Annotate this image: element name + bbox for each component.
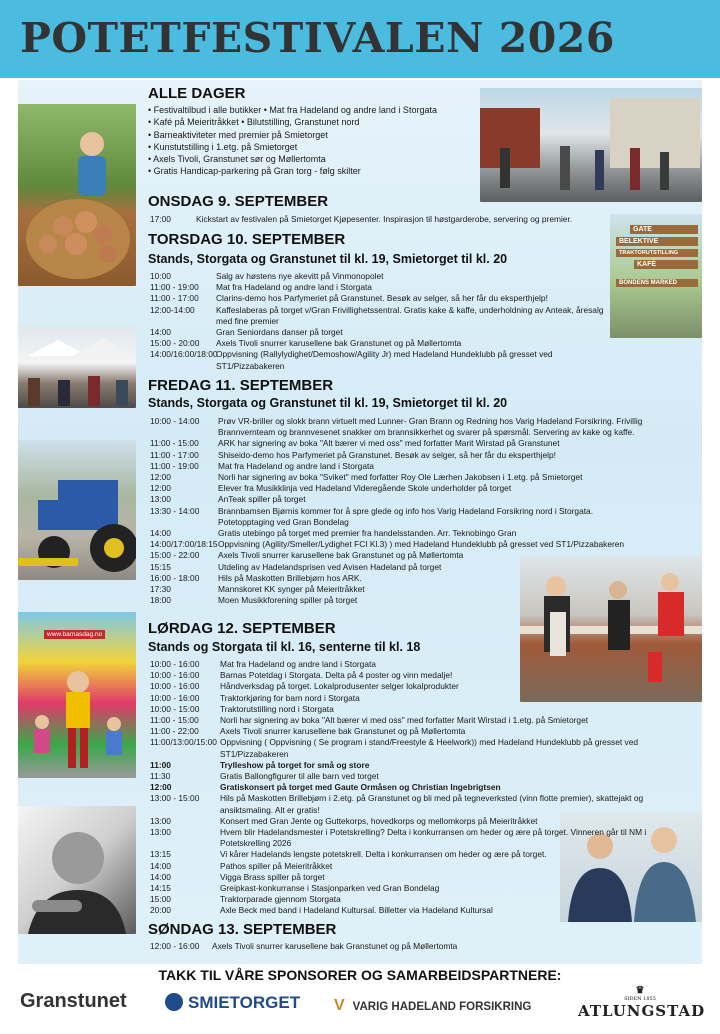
alle-dager-list bbox=[148, 104, 478, 178]
street-crowd-photo bbox=[480, 88, 702, 202]
event-time: 12:00-14:00 bbox=[150, 304, 195, 315]
list-item: • Gratis Handicap-parkering på Gran torg - følg skilter bbox=[148, 166, 361, 177]
event-time: 11:00 - 19:00 bbox=[150, 460, 199, 471]
schedule-row bbox=[150, 771, 690, 782]
event-description: Håndverksdag på torget. Lokalprodusenter selger lokalprodukter bbox=[220, 681, 459, 692]
event-time: 12:00 - 16:00 bbox=[150, 941, 200, 951]
schedule-row bbox=[150, 659, 690, 670]
event-description: Vi kårer Hadelands lengste potetskrell. Delta i konkurransen om heder og ære på torget. bbox=[220, 849, 547, 860]
schedule-row bbox=[150, 327, 606, 338]
event-description: Axels Tivoli snurrer karusellene bak Granstunet og på Møllertomta bbox=[220, 726, 466, 737]
potato-boy-photo bbox=[18, 104, 136, 286]
event-time: 14:00 bbox=[150, 871, 171, 882]
schedule-row bbox=[150, 941, 606, 952]
atlungstad-small-text: SIDEN 1855 bbox=[624, 996, 656, 1002]
atlungstad-logo-text: ATLUNGSTAD bbox=[578, 1002, 706, 1020]
schedule-row bbox=[150, 349, 606, 371]
event-time: 10:00 - 16:00 bbox=[150, 692, 200, 703]
event-description: ARK har signering av boka "Alt bærer vi med oss" med forfatter Marit Wirstad på Granstunet bbox=[218, 438, 560, 449]
atlungstad-logo bbox=[578, 985, 706, 1020]
event-time: 14:15 bbox=[150, 883, 171, 894]
tents-crowd-photo bbox=[18, 326, 136, 408]
axle-beck-photo bbox=[18, 806, 136, 934]
event-description: Clarins-demo hos Parfymeriet på Granstunet. Besøk av selger, så her får du eksperthjelp! bbox=[216, 293, 548, 304]
schedule-row bbox=[150, 293, 606, 304]
event-description: Oppvisning (Rallylydighet/Demoshow/Agility Jr) med Hadeland Hundeklubb på gresset ved ST1/Pizzabakeren bbox=[216, 349, 553, 371]
schedule-row bbox=[150, 715, 690, 726]
event-description: AnTeak spiller på torget bbox=[218, 494, 306, 505]
fredag-schedule bbox=[150, 416, 648, 606]
event-time: 12:00 bbox=[150, 472, 171, 483]
event-time: 15:00 - 22:00 bbox=[150, 550, 200, 561]
schedule-row bbox=[150, 539, 648, 550]
schedule-row bbox=[150, 282, 606, 293]
torsdag-subtitle: Stands, Storgata og Granstunet til kl. 19, Smietorget til kl. 20 bbox=[148, 252, 508, 266]
event-time: 13:00 bbox=[150, 494, 171, 505]
onsdag-schedule bbox=[150, 214, 606, 225]
event-description: Gratiskonsert på torget med Gaute Ormåsen og Christian Ingebrigtsen bbox=[220, 782, 501, 793]
event-time: 17:30 bbox=[150, 584, 171, 595]
event-description: Norli har signering av boka "Sviket" med forfatter Roy Ole Lærhen Jakobsen i 1.etg. på Smietorget bbox=[218, 472, 583, 483]
schedule-row bbox=[150, 726, 690, 737]
event-time: 13:15 bbox=[150, 849, 171, 860]
event-time: 14:00 bbox=[150, 528, 171, 539]
event-time: 11:00 - 15:00 bbox=[150, 438, 199, 449]
schedule-row bbox=[150, 416, 648, 438]
event-time: 13:00 bbox=[150, 815, 171, 826]
event-description: Mat fra Hadeland og andre land i Storgata bbox=[220, 659, 376, 669]
schedule-row bbox=[150, 760, 690, 771]
schedule-row bbox=[150, 438, 648, 449]
event-time: 15:00 - 20:00 bbox=[150, 338, 200, 349]
event-description: Greipkast-konkurranse i Stasjonparken ved Gran Bondelag bbox=[220, 883, 440, 894]
schedule-row bbox=[150, 305, 606, 327]
schedule-row bbox=[150, 506, 648, 528]
schedule-row bbox=[150, 793, 690, 815]
event-time: 18:00 bbox=[150, 595, 171, 606]
lordag-subtitle: Stands og Storgata til kl. 16, senterne til kl. 18 bbox=[148, 640, 421, 654]
schedule-row bbox=[150, 816, 690, 827]
event-time: 10:00 bbox=[150, 271, 171, 281]
schedule-row bbox=[150, 573, 648, 584]
event-time: 20:00 bbox=[150, 905, 171, 916]
signpost-boards bbox=[616, 222, 698, 290]
torsdag-schedule bbox=[150, 271, 606, 372]
schedule-row bbox=[150, 872, 690, 883]
event-time: 14:00 bbox=[150, 860, 171, 871]
schedule-row bbox=[150, 861, 690, 872]
schedule-row bbox=[150, 737, 690, 759]
schedule-row bbox=[150, 704, 690, 715]
event-description: Salg av høstens nye akevitt på Vinmonopolet bbox=[216, 271, 384, 281]
list-item: • Axels Tivoli, Granstunet sør og Møllertomta bbox=[148, 154, 326, 165]
schedule-row bbox=[150, 472, 648, 483]
event-time: 10:00 - 15:00 bbox=[150, 703, 200, 714]
lordag-schedule bbox=[150, 659, 690, 917]
sondag-schedule bbox=[150, 941, 606, 952]
schedule-row bbox=[150, 782, 690, 793]
event-time: 11:00 - 19:00 bbox=[150, 282, 199, 293]
event-time: 10:00 - 14:00 bbox=[150, 416, 200, 426]
event-time: 11:00 - 22:00 bbox=[150, 726, 199, 737]
event-description: Axels Tivoli snurrer karusellene bak Granstunet og på Møllertomta bbox=[218, 550, 464, 561]
schedule-row bbox=[150, 450, 648, 461]
event-description: Kaffeslaberas på torget v/Gran Frivillighetssentral. Gratis kake & kaffe, underholdning av Anteak, åresalg med fine premier bbox=[216, 304, 604, 326]
event-description: Konsert med Gran Jente og Guttekorps, hovedkorps og mellomkorps på Meieritråkket bbox=[220, 815, 538, 826]
event-description: Mannskoret KK synger på Meieritråkket bbox=[218, 584, 365, 595]
list-item: • Festivaltilbud i alle butikker • Mat fra Hadeland og andre land i Storgata bbox=[148, 105, 437, 115]
event-description: Mat fra Hadeland og andre land i Storgata bbox=[218, 460, 374, 471]
event-time: 11:00 bbox=[150, 759, 171, 770]
sign-board: GATE bbox=[630, 225, 698, 234]
event-description: Vigga Brass spiller på torget bbox=[220, 871, 325, 882]
header-banner bbox=[0, 0, 720, 78]
event-time: 15:15 bbox=[150, 561, 171, 572]
sign-board: TRAKTORUTSTILLING bbox=[616, 249, 698, 257]
event-time: 11:00/13:00/15:00 bbox=[150, 737, 217, 748]
event-description: Gratis utebingo på torget med premier fra handelsstanden. Arr. Teknobingo Gran bbox=[218, 528, 517, 539]
event-description: Axels Tivoli snurrer karusellene bak Granstunet og på Møllertomta bbox=[216, 338, 462, 349]
event-time: 13:00 - 15:00 bbox=[150, 793, 200, 804]
schedule-row bbox=[150, 894, 690, 905]
event-time: 11:30 bbox=[150, 771, 171, 782]
schedule-row bbox=[150, 693, 690, 704]
schedule-row bbox=[150, 681, 690, 692]
event-description: Trylleshow på torget for små og store bbox=[220, 759, 370, 770]
event-description: Hils på Maskotten Brillebjørn hos ARK. bbox=[218, 572, 362, 583]
event-description: Mat fra Hadeland og andre land i Storgata bbox=[216, 282, 372, 293]
fredag-title: FREDAG 11. SEPTEMBER bbox=[148, 377, 334, 394]
signpost-photo bbox=[610, 214, 702, 338]
event-description: Oppvisning (Agility/Smeller/Lydighet FCI Kl.3) ) med Hadeland Hundeklubb på gresset ved ST1/Pizzabakeren bbox=[218, 539, 625, 550]
event-time: 11:00 - 17:00 bbox=[150, 449, 199, 460]
schedule-row bbox=[150, 528, 648, 539]
smietorget-mark-icon bbox=[165, 993, 183, 1011]
event-description: Gran Seniordans danser på torget bbox=[216, 327, 343, 338]
schedule-row bbox=[150, 483, 648, 494]
event-description: Moen Musikkforening spiller på torget bbox=[218, 595, 358, 606]
sponsors-title: TAKK TIL VÅRE SPONSORER OG SAMARBEIDSPARTNERE: bbox=[158, 967, 562, 983]
bouncy-castle-photo bbox=[18, 612, 136, 778]
event-description: Hvem blir Hadelandsmester i Potetskrelling? Delta i konkurransen om heder og ære på torget. Vinneren går til NM i Potetskrelling 2026 bbox=[220, 827, 647, 849]
event-description: Pathos spiller på Meieritråkket bbox=[220, 860, 333, 871]
event-description: Prøv VR-briller og slokk brann virtuelt med Lunner- Gran Brann og Redning hos Varig Hadeland Forsikring. Frivillig Brannvernteam og brannvesenet snakker om brannsikkerhet og svarer på spørsmål. Servering av kake og kaffe. bbox=[218, 416, 643, 438]
event-description: Gratis Ballongfigurer til alle barn ved torget bbox=[220, 771, 379, 782]
event-time: 13:00 bbox=[150, 827, 171, 838]
event-description: Kickstart av festivalen på Smietorget Kjøpesenter. Inspirasjon til høstgarderobe, servering og premier. bbox=[196, 214, 573, 224]
event-time: 17:00 bbox=[150, 214, 171, 224]
event-description: Traktorparade gjennom Storgata bbox=[220, 894, 341, 905]
tractor-photo bbox=[18, 440, 136, 580]
event-description: Shiseido-demo hos Parfymeriet på Granstunet. Besøk av selger, så her får du eksperthjelp! bbox=[218, 449, 556, 460]
event-time: 14:00 bbox=[150, 327, 171, 338]
granstunet-logo-text: Granstunet bbox=[20, 990, 127, 1012]
sign-board: BONDENS MARKED bbox=[616, 279, 698, 287]
event-time: 13:30 - 14:00 bbox=[150, 505, 200, 516]
event-time: 16:00 - 18:00 bbox=[150, 572, 200, 583]
list-item: • Barneaktiviteter med premier på Smietorget bbox=[148, 129, 328, 140]
list-item: • Kafé på Meieritråkket • Bilutstilling, Granstunet nord bbox=[148, 117, 360, 128]
event-time: 12:00 bbox=[150, 483, 171, 494]
schedule-row bbox=[150, 584, 648, 595]
alle-dager-title: ALLE DAGER bbox=[148, 85, 246, 102]
schedule-row bbox=[150, 827, 690, 849]
fredag-subtitle: Stands, Storgata og Granstunet til kl. 19, Smietorget til kl. 20 bbox=[148, 396, 508, 410]
event-description: Utdeling av Hadelandsprisen ved Avisen Hadeland på torget bbox=[218, 561, 442, 572]
event-time: 14:00/17:00/18:15 bbox=[150, 539, 218, 550]
smietorget-logo bbox=[165, 993, 300, 1013]
schedule-row bbox=[150, 271, 606, 282]
schedule-row bbox=[150, 849, 690, 860]
event-description: Traktorkjøring for barn nord i Storgata bbox=[220, 692, 360, 703]
event-time: 12:00 bbox=[150, 782, 172, 793]
event-time: 11:00 - 15:00 bbox=[150, 715, 199, 726]
onsdag-title: ONSDAG 9. SEPTEMBER bbox=[148, 193, 329, 210]
event-description: Elever fra Musikklinja ved Hadeland Videregående Skole underholder på torget bbox=[218, 483, 512, 494]
atlungstad-crown-icon: ♛ bbox=[635, 985, 645, 996]
schedule-row bbox=[150, 494, 648, 505]
event-description: Oppvisning ( Oppvisning ( Se program i stand/Freestyle & Heelwork)) med Hadeland Hundeklubb på gresset ved ST1/Pizzabakeren bbox=[220, 737, 639, 759]
sign-board: KAFÉ bbox=[634, 260, 698, 269]
schedule-row bbox=[150, 214, 606, 225]
varig-v-icon: V bbox=[334, 997, 345, 1014]
event-time: 10:00 - 16:00 bbox=[150, 670, 200, 681]
event-description: Axle Beck med band i Hadeland Kultursal. Billetter via Hadeland Kultursal bbox=[220, 905, 493, 916]
schedule-row bbox=[150, 461, 648, 472]
varig-logo bbox=[334, 997, 531, 1015]
sondag-title: SØNDAG 13. SEPTEMBER bbox=[148, 921, 337, 938]
festival-title: POTETFESTIVALEN 2026 bbox=[20, 14, 615, 62]
schedule-row bbox=[150, 905, 690, 916]
list-item: • Kunstutstilling i 1.etg. på Smietorget bbox=[148, 141, 298, 152]
schedule-row bbox=[150, 550, 648, 561]
lordag-title: LØRDAG 12. SEPTEMBER bbox=[148, 620, 336, 637]
event-description: Barnas Potetdag i Storgata. Delta på 4 poster og vinn medalje! bbox=[220, 670, 453, 681]
event-time: 14:00/16:00/18:00 bbox=[150, 349, 218, 360]
schedule-row bbox=[150, 338, 606, 349]
smietorget-logo-text: SMIETORGET bbox=[188, 993, 301, 1012]
event-description: Traktorutstilling nord i Storgata bbox=[220, 703, 334, 714]
schedule-row bbox=[150, 595, 648, 606]
varig-logo-text: VARIG HADELAND FORSIKRING bbox=[352, 1001, 532, 1013]
event-description: Axels Tivoli snurrer karusellene bak Granstunet og på Møllertomta bbox=[212, 941, 458, 951]
sign-board: BELEKTIVE bbox=[616, 237, 698, 246]
event-time: 10:00 - 16:00 bbox=[150, 681, 200, 692]
schedule-row bbox=[150, 883, 690, 894]
granstunet-logo bbox=[20, 990, 127, 1013]
event-description: Norli har signering av boka "Alt bærer vi med oss" med forfatter Marit Wirstad i 1.etg. på Smietorget bbox=[220, 715, 589, 726]
event-time: 10:00 - 16:00 bbox=[150, 659, 200, 669]
schedule-row bbox=[150, 670, 690, 681]
event-time: 11:00 - 17:00 bbox=[150, 293, 199, 304]
torsdag-title: TORSDAG 10. SEPTEMBER bbox=[148, 231, 346, 248]
bouncy-banner: www.barnasdag.no bbox=[44, 630, 105, 639]
schedule-row bbox=[150, 562, 648, 573]
event-description: Hils på Maskotten Brillebjørn i 2.etg. på Granstunet og bli med på tegneverksted (vinn flotte premier), skattejakt og ansiktsmaling. Alt er gratis! bbox=[220, 793, 644, 815]
event-time: 15:00 bbox=[150, 894, 171, 905]
event-description: Brannbamsen Bjørnis kommer for å spre glede og info hos Varig Hadeland Forsikring nord i Storgata. Potetopptaging ved Gran Bondelag bbox=[218, 505, 594, 527]
